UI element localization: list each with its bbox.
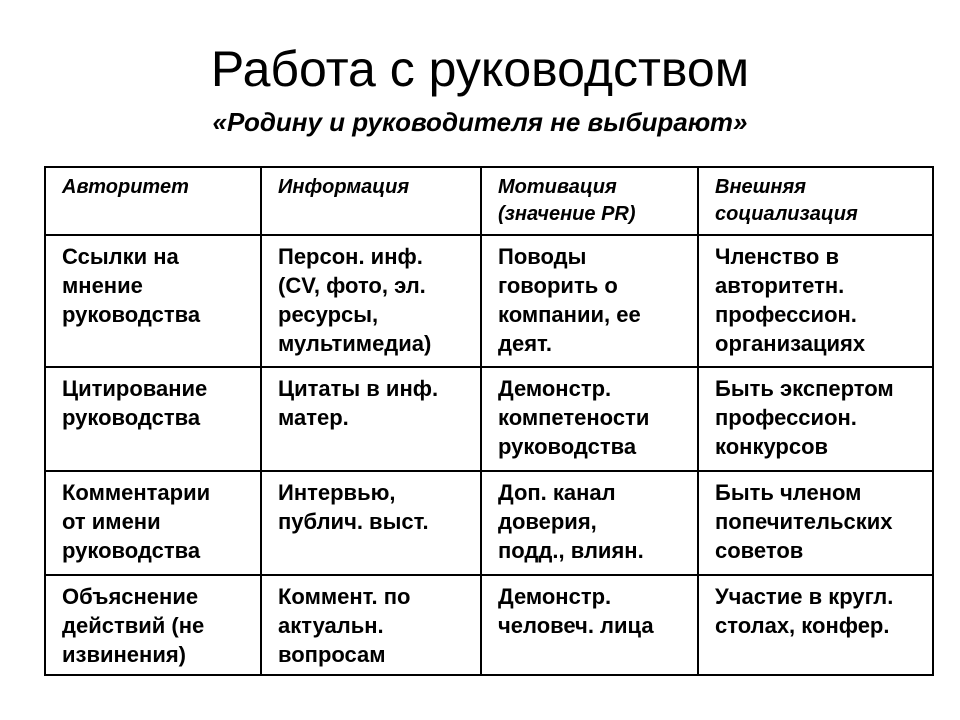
table-row [45,575,933,675]
header-cell-socialization: Внешняя социализация [698,167,933,235]
table-cell: Цитирование руководства [45,367,261,471]
header-cell-information: Информация [261,167,481,235]
table-row [45,471,933,575]
table-cell: Быть экспертом профессион. конкурсов [698,367,933,471]
table-cell: Комментарии от имени руководства [45,471,261,575]
table-cell: Интервью, публич. выст. [261,471,481,575]
table-cell: Коммент. по актуальн. вопросам [261,575,481,675]
table-cell: Ссылки на мнение руководства [45,235,261,367]
table-cell: Демонстр. компетености руководства [481,367,698,471]
slide-subtitle: «Родину и руководителя не выбирают» [212,107,748,137]
table-cell: Объяснение действий (не извинения) [45,575,261,675]
slide-title: Работа с руководством [210,41,750,97]
table-header-row [45,167,933,235]
table-cell: Персон. инф. (CV, фото, эл. ресурсы, мультимедиа) [261,235,481,367]
table-cell: Поводы говорить о компании, ее деят. [481,235,698,367]
table-row [45,235,933,367]
pr-management-table [44,166,934,676]
table-cell: Быть членом попечительских советов [698,471,933,575]
table-row [45,367,933,471]
table-cell: Цитаты в инф. матер. [261,367,481,471]
table-cell: Демонстр. человеч. лица [481,575,698,675]
table-cell: Доп. канал доверия, подд., влиян. [481,471,698,575]
header-cell-authority: Авторитет [45,167,261,235]
table-cell: Участие в кругл. столах, конфер. [698,575,933,675]
header-cell-motivation: Мотивация (значение PR) [481,167,698,235]
table-cell: Членство в авторитетн. профессион. организациях [698,235,933,367]
